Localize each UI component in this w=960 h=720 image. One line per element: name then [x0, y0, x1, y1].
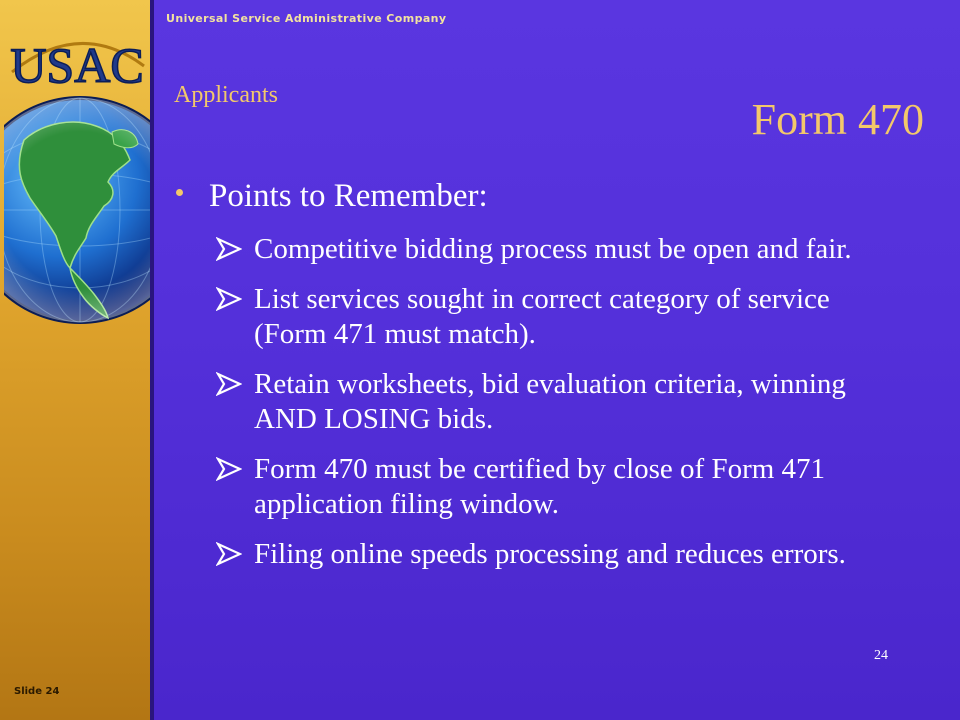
list-item-text: Form 470 must be certified by close of Form 471 application filing window.: [254, 453, 826, 520]
list-item-text: Filing online speeds processing and reduces errors.: [254, 538, 846, 570]
globe-icon: [4, 98, 150, 322]
list-item: [216, 282, 906, 352]
page-number: 24: [874, 648, 888, 663]
organization-name: Universal Service Administrative Company: [166, 12, 447, 25]
sidebar-divider: [150, 0, 154, 720]
slide-title: Form 470: [751, 95, 924, 144]
section-label: Applicants: [174, 82, 278, 108]
list-item: [216, 537, 906, 572]
main-bullet-text: Points to Remember:: [209, 178, 488, 214]
arrow-bullet-icon: [216, 287, 242, 311]
arrow-bullet-icon: [216, 542, 242, 566]
list-item-text: List services sought in correct category of service (Form 471 must match).: [254, 283, 830, 350]
list-item-text: Competitive bidding process must be open and fair.: [254, 233, 852, 265]
slide-number-label: Slide 24: [14, 686, 60, 697]
arrow-bullet-icon: [216, 372, 242, 396]
list-item: [216, 452, 906, 522]
arrow-bullet-icon: [216, 237, 242, 261]
arrow-bullet-icon: [216, 457, 242, 481]
list-item: [216, 232, 906, 267]
list-item-text: Retain worksheets, bid evaluation criteria, winning AND LOSING bids.: [254, 368, 846, 435]
bullet-dot-icon: [176, 189, 183, 196]
logo-text: USAC: [10, 37, 144, 93]
list-item: [216, 367, 906, 437]
sub-bullet-list: [216, 232, 906, 587]
main-bullet: [176, 178, 488, 215]
usac-logo: [4, 22, 150, 360]
